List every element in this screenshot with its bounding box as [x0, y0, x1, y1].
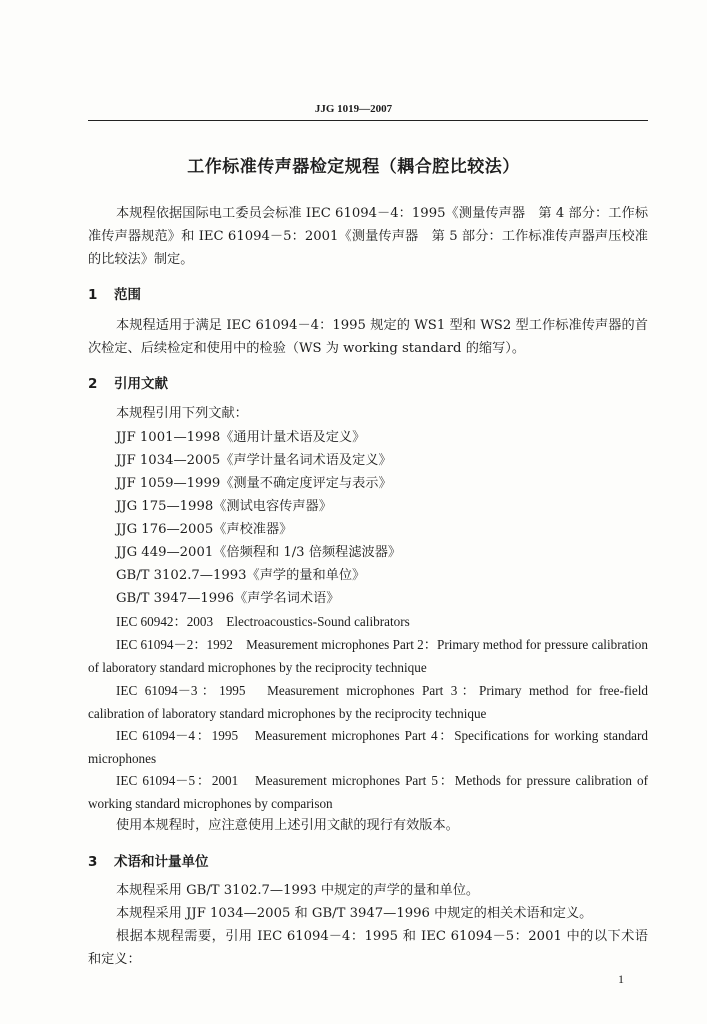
section-1-text: 本规程适用于满足 IEC 61094－4：1995 规定的 WS1 型和 WS2 型工作标准传声器的首次检定、后续检定和使用中的检验（WS 为 working standard 的缩写）。: [88, 318, 648, 356]
reference-item: JJF 1034—2005《声学计量名词术语及定义》: [116, 453, 392, 468]
reference-item: JJG 176—2005《声校准器》: [116, 522, 293, 537]
header-rule: [88, 120, 648, 121]
section-3-title: 术语和计量单位: [114, 854, 209, 870]
reference-item: JJF 1059—1999《测量不确定度评定与表示》: [116, 476, 392, 491]
reference-iec-61094-3: IEC 61094－3：1995 Measurement microphones Part 3：Primary method for free-field calibration of laboratory standard microphones by the reciprocity technique: [88, 683, 648, 721]
section-1-heading: [88, 283, 141, 303]
intro-paragraph: 本规程依据国际电工委员会标准 IEC 61094－4：1995《测量传声器 第 4 部分：工作标准传声器规范》和 IEC 61094－5：2001《测量传声器 第 5 部分：工作标准传声器声压校准的比较法》制定。: [88, 206, 648, 267]
section-1-number: 1: [88, 287, 98, 303]
page-number: 1: [618, 972, 624, 986]
section-3-paragraph-1: 本规程采用 GB/T 3102.7—1993 中规定的声学的量和单位。: [116, 883, 480, 898]
document-title: 工作标准传声器检定规程（耦合腔比较法）: [187, 157, 520, 177]
reference-item: GB/T 3102.7—1993《声学的量和单位》: [116, 568, 366, 583]
reference-iec-61094-2: IEC 61094－2：1992 Measurement microphones Part 2：Primary method for pressure calibration of laboratory standard microphones by the reciprocity technique: [88, 637, 648, 675]
references-lead: 本规程引用下列文献：: [116, 406, 248, 421]
reference-item: IEC 60942：2003 Electroacoustics-Sound calibrators: [116, 614, 410, 629]
section-3-paragraph-3: 根据本规程需要，引用 IEC 61094－4：1995 和 IEC 61094－5：2001 中的以下术语和定义：: [88, 929, 648, 967]
section-3-paragraph-2: 本规程采用 JJF 1034—2005 和 GB/T 3947—1996 中规定的相关术语和定义。: [116, 906, 593, 921]
reference-item: JJF 1001—1998《通用计量术语及定义》: [116, 430, 366, 445]
reference-iec-61094-5: IEC 61094－5：2001 Measurement microphones Part 5：Methods for pressure calibration of working standard microphones by comparison: [88, 773, 648, 811]
section-3-heading: [88, 850, 209, 870]
reference-item: JJG 449—2001《倍频程和 1/3 倍频程滤波器》: [116, 545, 402, 560]
reference-iec-61094-4: IEC 61094－4：1995 Measurement microphones Part 4：Specifications for working standard microphones: [88, 728, 648, 766]
section-2-title: 引用文献: [114, 376, 168, 392]
section-3-number: 3: [88, 854, 98, 870]
section-2-number: 2: [88, 376, 98, 392]
document-header: JJG 1019—2007: [314, 103, 393, 115]
section-1-title: 范围: [114, 287, 141, 303]
section-2-heading: [88, 372, 168, 392]
references-note: 使用本规程时，应注意使用上述引用文献的现行有效版本。: [116, 818, 459, 833]
reference-item: GB/T 3947—1996《声学名词术语》: [116, 591, 340, 606]
reference-item: JJG 175—1998《测试电容传声器》: [116, 499, 332, 514]
